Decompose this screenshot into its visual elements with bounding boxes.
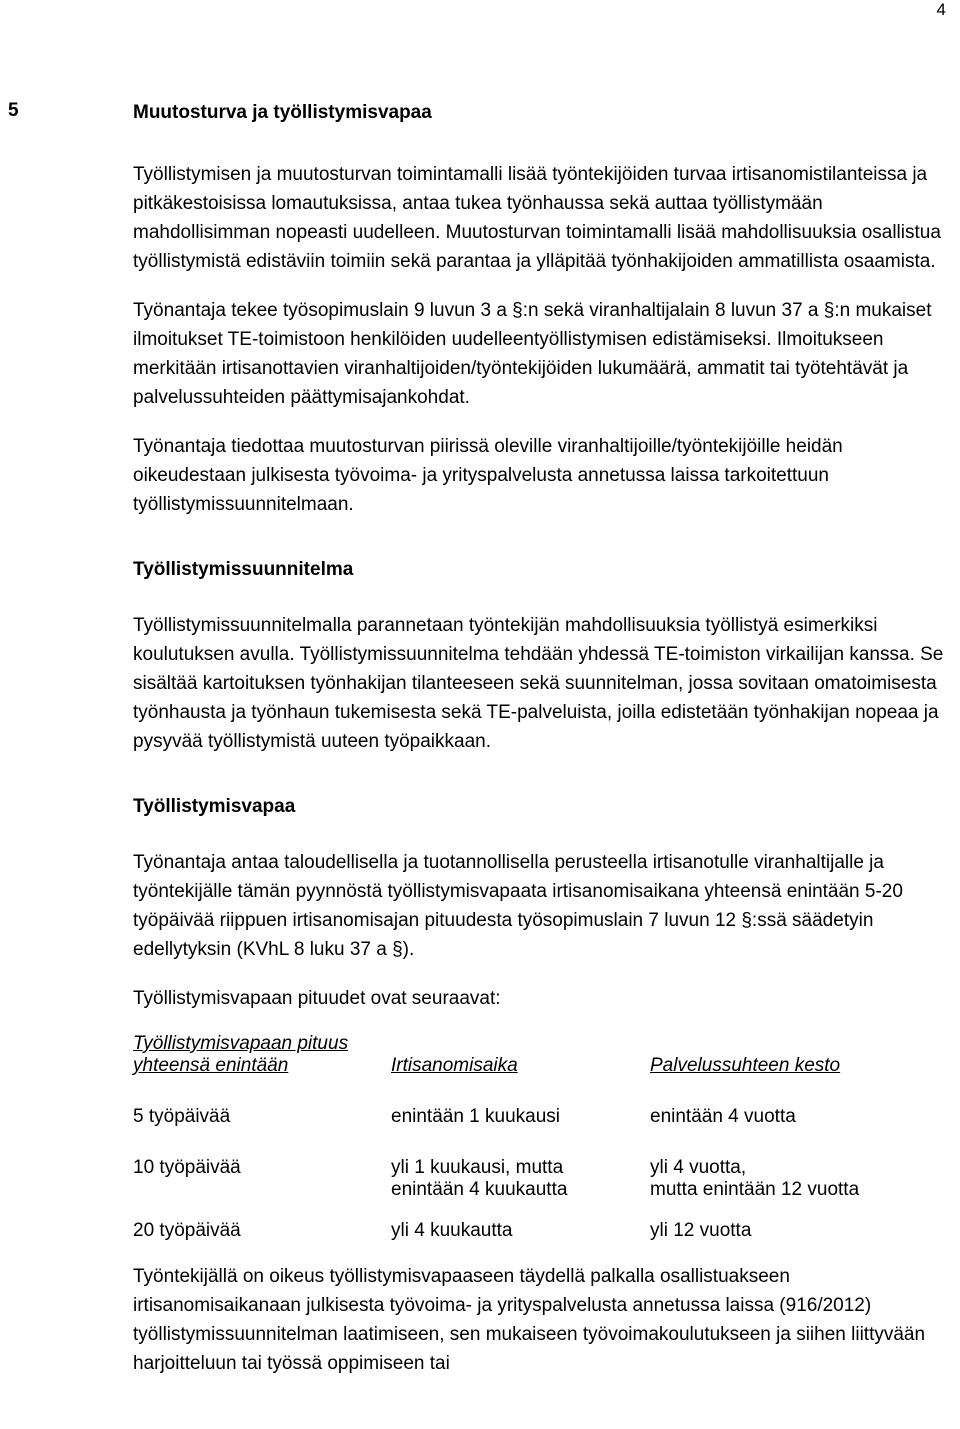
table-cell: yli 4 vuotta, [650,1157,747,1178]
employment-plan-paragraph: Työllistymissuunnitelmalla parannetaan työntekijän mahdollisuuksia työllistyä esimerkiksi koulutuksen avulla. Työllistymissuunnitelma tehdään yhdessä TE-toimiston virkailijan kanssa. Se sisältää kartoituksen työnhakijan tilanteeseen sekä suunnitelman, jossa sovitaan omatoimisesta työnhausta ja työnhaun tukemisesta sekä TE-palveluista, joilla edistetään työnhakijan nopeaa ja pysyvää työllistymistä uuteen työpaikkaan. [133,615,944,752]
table-cell: enintään 1 kuukausi [391,1106,561,1127]
table-header-row-2 [133,1055,953,1077]
table-intro: Työllistymisvapaan pituudet ovat seuraavat: [133,988,501,1009]
subsection-title-employment-plan: Työllistymissuunnitelma [133,559,354,580]
table-cell: mutta enintään 12 vuotta [650,1179,860,1200]
table-row [133,1106,953,1128]
table-cell: 10 työpäivää [133,1157,241,1178]
document-body [133,100,953,1398]
table-row-continuation [133,1179,953,1201]
table-cell: yli 4 kuukautta [391,1220,513,1241]
table-cell: 5 työpäivää [133,1106,231,1127]
section-title: Muutosturva ja työllistymisvapaa [133,102,432,123]
subsection-title-employment-leave: Työllistymisvapaa [133,796,296,817]
table-cell: yli 1 kuukausi, mutta [391,1157,564,1178]
table-cell: enintään 4 kuukautta [391,1179,568,1200]
table-cell: 20 työpäivää [133,1220,241,1241]
page-number: 4 [936,0,946,19]
table-header-leave-length: Työllistymisvapaan pituus [133,1033,349,1054]
intro-paragraph-2: Työnantaja tekee työsopimuslain 9 luvun 3 a §:n sekä viranhaltijalain 8 luvun 37 a §:n mukaiset ilmoitukset TE-toimistoon henkilöiden uudelleentyöllistymisen edistämiseksi. Ilmoitukseen merkitään irtisanottavien viranhaltijoiden/työntekijöiden lukumäärä, ammatit tai työtehtävät ja palvelussuhteiden päättymisajankohdat. [133,300,932,408]
table-row [133,1220,953,1242]
table-cell: yli 12 vuotta [650,1220,752,1241]
employment-leave-paragraph: Työnantaja antaa taloudellisella ja tuotannollisella perusteella irtisanotulle viranhaltijalle ja työntekijälle tämän pyynnöstä työllistymisvapaata irtisanomisaikana yhteensä enintään 5-20 työpäivää riippuen irtisanomisajan pituudesta työsopimuslain 7 luvun 12 §:ssä säädetyin edellytyksin (KVhL 8 luku 37 a §). [133,852,903,960]
closing-paragraph: Työntekijällä on oikeus työllistymisvapaaseen täydellä palkalla osallistuakseen irtisanomisaikanaan julkisesta työvoima- ja yrityspalvelusta annetussa laissa (916/2012) työllistymissuunnitelman laatimiseen, sen mukaiseen työvoimakoulutukseen ja siihen liittyvään harjoitteluun tai työssä oppimiseen tai [133,1266,926,1374]
intro-paragraph-1: Työllistymisen ja muutosturvan toimintamalli lisää työntekijöiden turvaa irtisanomistilanteissa ja pitkäkestoisissa lomautuksissa, antaa tukea työnhaussa sekä auttaa työllistymään mahdollisimman nopeasti uudelleen. Muutosturvan toimintamalli lisää mahdollisuuksia osallistua työllistymistä edistäviin toimiin sekä parantaa ja ylläpitää työnhakijoiden ammatillista osaamista. [133,164,941,272]
table-row [133,1157,953,1179]
table-header-row-1 [133,1033,953,1055]
table-header-total-max: yhteensä enintään [133,1055,289,1076]
section-number: 5 [8,100,19,121]
table-cell [133,1179,391,1201]
table-header-notice-period: Irtisanomisaika [391,1055,518,1076]
table-cell: enintään 4 vuotta [650,1106,796,1127]
intro-paragraph-3: Työnantaja tiedottaa muutosturvan piirissä oleville viranhaltijoille/työntekijöille heidän oikeudestaan julkisesta työvoima- ja yrityspalvelusta annetussa laissa tarkoitettuun työllistymissuunnitelmaan. [133,436,843,515]
table-header-service-duration: Palvelussuhteen kesto [650,1055,841,1076]
leave-length-table [133,1033,953,1242]
